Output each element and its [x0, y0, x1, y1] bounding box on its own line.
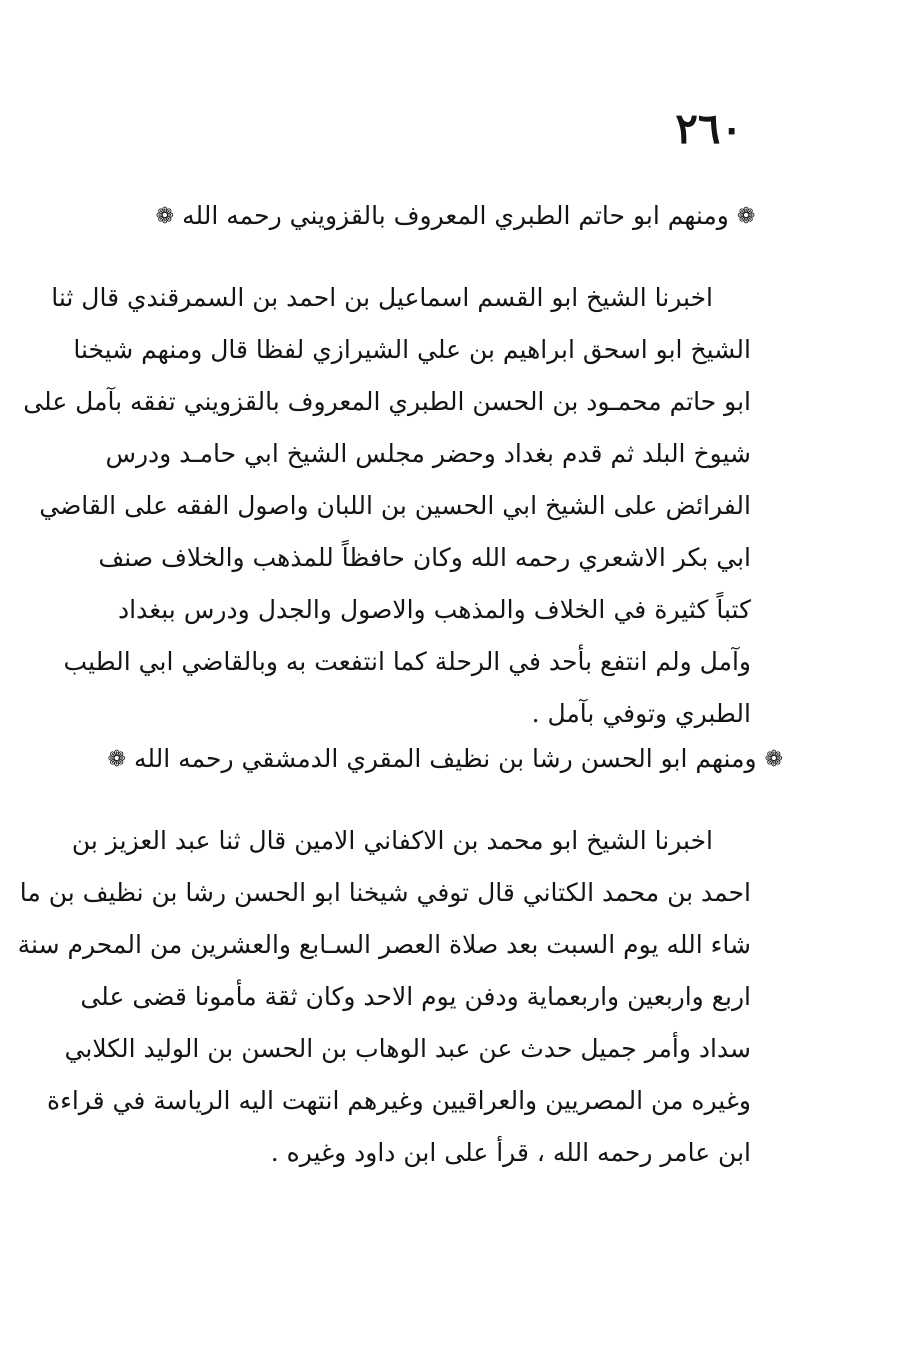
- text-line: اخبرنا الشيخ ابو محمد بن الاكفاني الامين قال ثنا عبد العزيز بن: [71, 826, 713, 855]
- page-number: ٢٦٠: [675, 104, 743, 153]
- ornament-right-icon: ❁: [764, 747, 783, 772]
- text-line: كتباً كثيرة في الخلاف والمذهب والاصول والجدل ودرس ببغداد: [118, 595, 751, 624]
- text-line: الشيخ ابو اسحق ابراهيم بن علي الشيرازي لفظا قال ومنهم شيخنا: [73, 335, 751, 364]
- text-line: الفرائض على الشيخ ابي الحسين بن اللبان واصول الفقه على القاضي: [39, 491, 751, 520]
- text-line: شيوخ البلد ثم قدم بغداد وحضر مجلس الشيخ ابي حامـد ودرس: [105, 439, 751, 468]
- text-line: شاء الله يوم السبت بعد صلاة العصر السـابع والعشرين من المحرم سنة: [17, 930, 751, 959]
- section-heading-rasha: [107, 741, 791, 778]
- text-line: سداد وأمر جميل حدث عن عبد الوهاب بن الحسن بن الوليد الكلابي: [64, 1034, 751, 1063]
- text-line: ابن عامر رحمه الله ، قرأ على ابن داود وغيره .: [270, 1138, 751, 1167]
- paragraph-rasha: [17, 815, 751, 1179]
- section-heading-text: ومنهم ابو حاتم الطبري المعروف بالقزويني رحمه الله: [182, 201, 729, 230]
- ornament-left-icon: ❁: [107, 747, 126, 772]
- text-line: احمد بن محمد الكتاني قال توفي شيخنا ابو الحسن رشا بن نظيف بن ما: [19, 878, 751, 907]
- ornament-left-icon: ❁: [155, 204, 175, 229]
- section-heading-abu-hatim: [120, 198, 791, 235]
- text-line: الطبري وتوفي بآمل .: [531, 699, 751, 728]
- paragraph-abu-hatim: [23, 272, 751, 740]
- text-line: ابو حاتم محمـود بن الحسن الطبري المعروف بالقزويني تفقه بآمل على: [23, 387, 751, 416]
- text-line: وآمل ولم انتفع بأحد في الرحلة كما انتفعت به وبالقاضي ابي الطيب: [63, 647, 751, 676]
- section-heading-text: ومنهم ابو الحسن رشا بن نظيف المقري الدمشقي رحمه الله: [133, 744, 757, 773]
- text-line: ابي بكر الاشعري رحمه الله وكان حافظاً للمذهب والخلاف صنف: [98, 543, 751, 572]
- text-line: اربع واربعين واربعماية ودفن يوم الاحد وكان ثقة مأمونا قضى على: [80, 982, 751, 1011]
- text-line: اخبرنا الشيخ ابو القسم اسماعيل بن احمد بن السمرقندي قال ثنا: [51, 283, 713, 312]
- ornament-right-icon: ❁: [736, 204, 756, 229]
- text-line: وغيره من المصريين والعراقيين وغيرهم انتهت اليه الرياسة في قراءة: [46, 1086, 751, 1115]
